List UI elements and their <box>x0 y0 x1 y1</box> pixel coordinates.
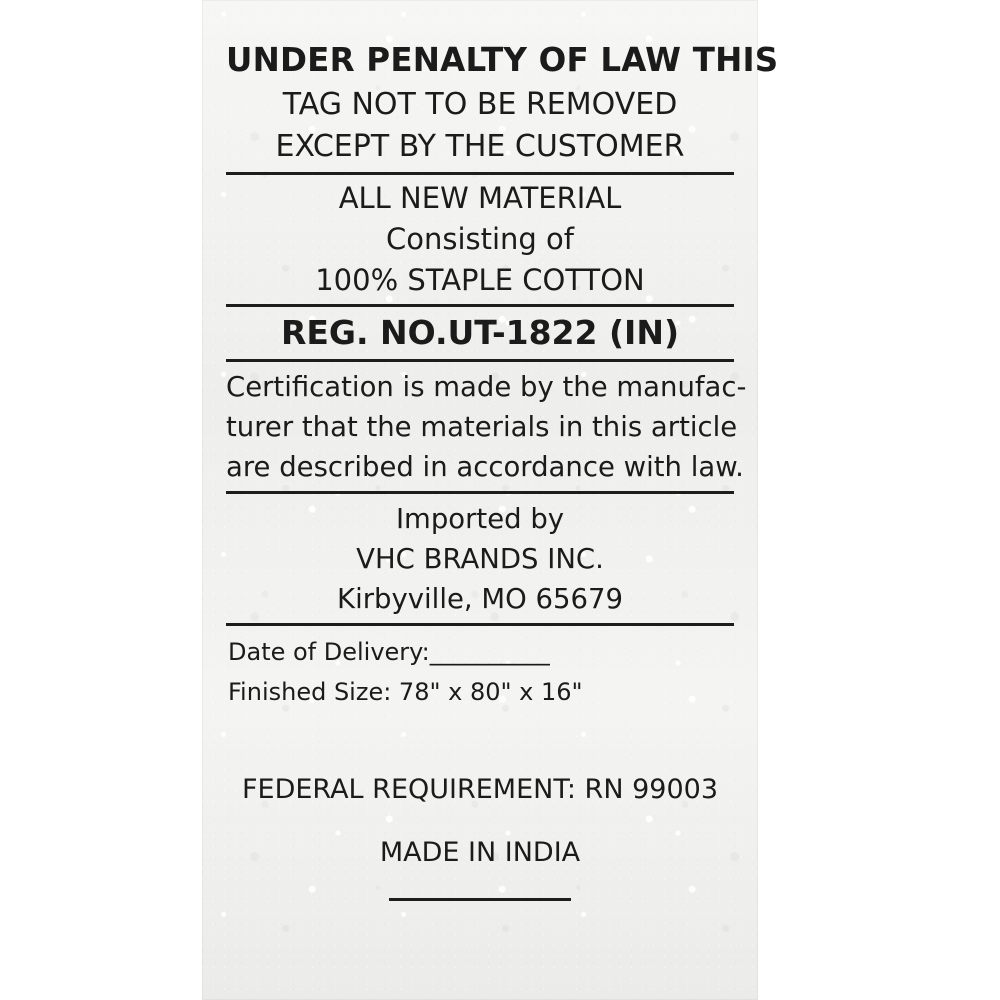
penalty-heading-line-2: TAG NOT TO BE REMOVED <box>282 86 678 122</box>
certification-line-3: are described in accordance with law. <box>226 451 744 484</box>
importer-company: VHC BRANDS INC. <box>356 542 604 575</box>
importer-block <box>226 504 734 616</box>
penalty-heading-line-1: UNDER PENALTY OF LAW THIS <box>226 41 779 79</box>
care-label-tag <box>202 0 779 1000</box>
divider-rule-bottom <box>389 898 571 901</box>
divider-rule-4 <box>226 491 734 494</box>
footer-block <box>226 774 734 869</box>
material-line-2: Consisting of <box>385 221 575 256</box>
divider-rule-5 <box>226 623 734 626</box>
date-of-delivery-field[interactable]: Date of Delivery:__________ <box>228 637 550 666</box>
material-line-3: 100% STAPLE COTTON <box>315 262 645 297</box>
registration-number: REG. NO.UT-1822 (IN) <box>280 313 680 353</box>
federal-requirement-line: FEDERAL REQUIREMENT: RN 99003 <box>241 773 718 805</box>
penalty-heading-block <box>226 41 779 165</box>
finished-size-field: Finished Size: 78" x 80" x 16" <box>228 677 583 706</box>
material-block <box>226 182 734 297</box>
importer-address: Kirbyville, MO 65679 <box>337 582 623 615</box>
importer-line-1: Imported by <box>395 503 565 536</box>
penalty-heading-line-3: EXCEPT BY THE CUSTOMER <box>275 129 685 165</box>
certification-block <box>226 371 747 484</box>
material-line-1: ALL NEW MATERIAL <box>338 181 622 216</box>
certification-line-1: Certification is made by the manufac- <box>226 371 747 404</box>
registration-block <box>226 314 734 352</box>
country-of-origin-line: MADE IN INDIA <box>379 837 581 869</box>
fill-in-fields-block <box>226 638 734 706</box>
certification-line-2: turer that the materials in this article <box>226 411 738 444</box>
divider-rule-1 <box>226 172 734 175</box>
divider-rule-2 <box>226 304 734 307</box>
tag-content <box>202 0 779 1000</box>
divider-rule-3 <box>226 359 734 362</box>
